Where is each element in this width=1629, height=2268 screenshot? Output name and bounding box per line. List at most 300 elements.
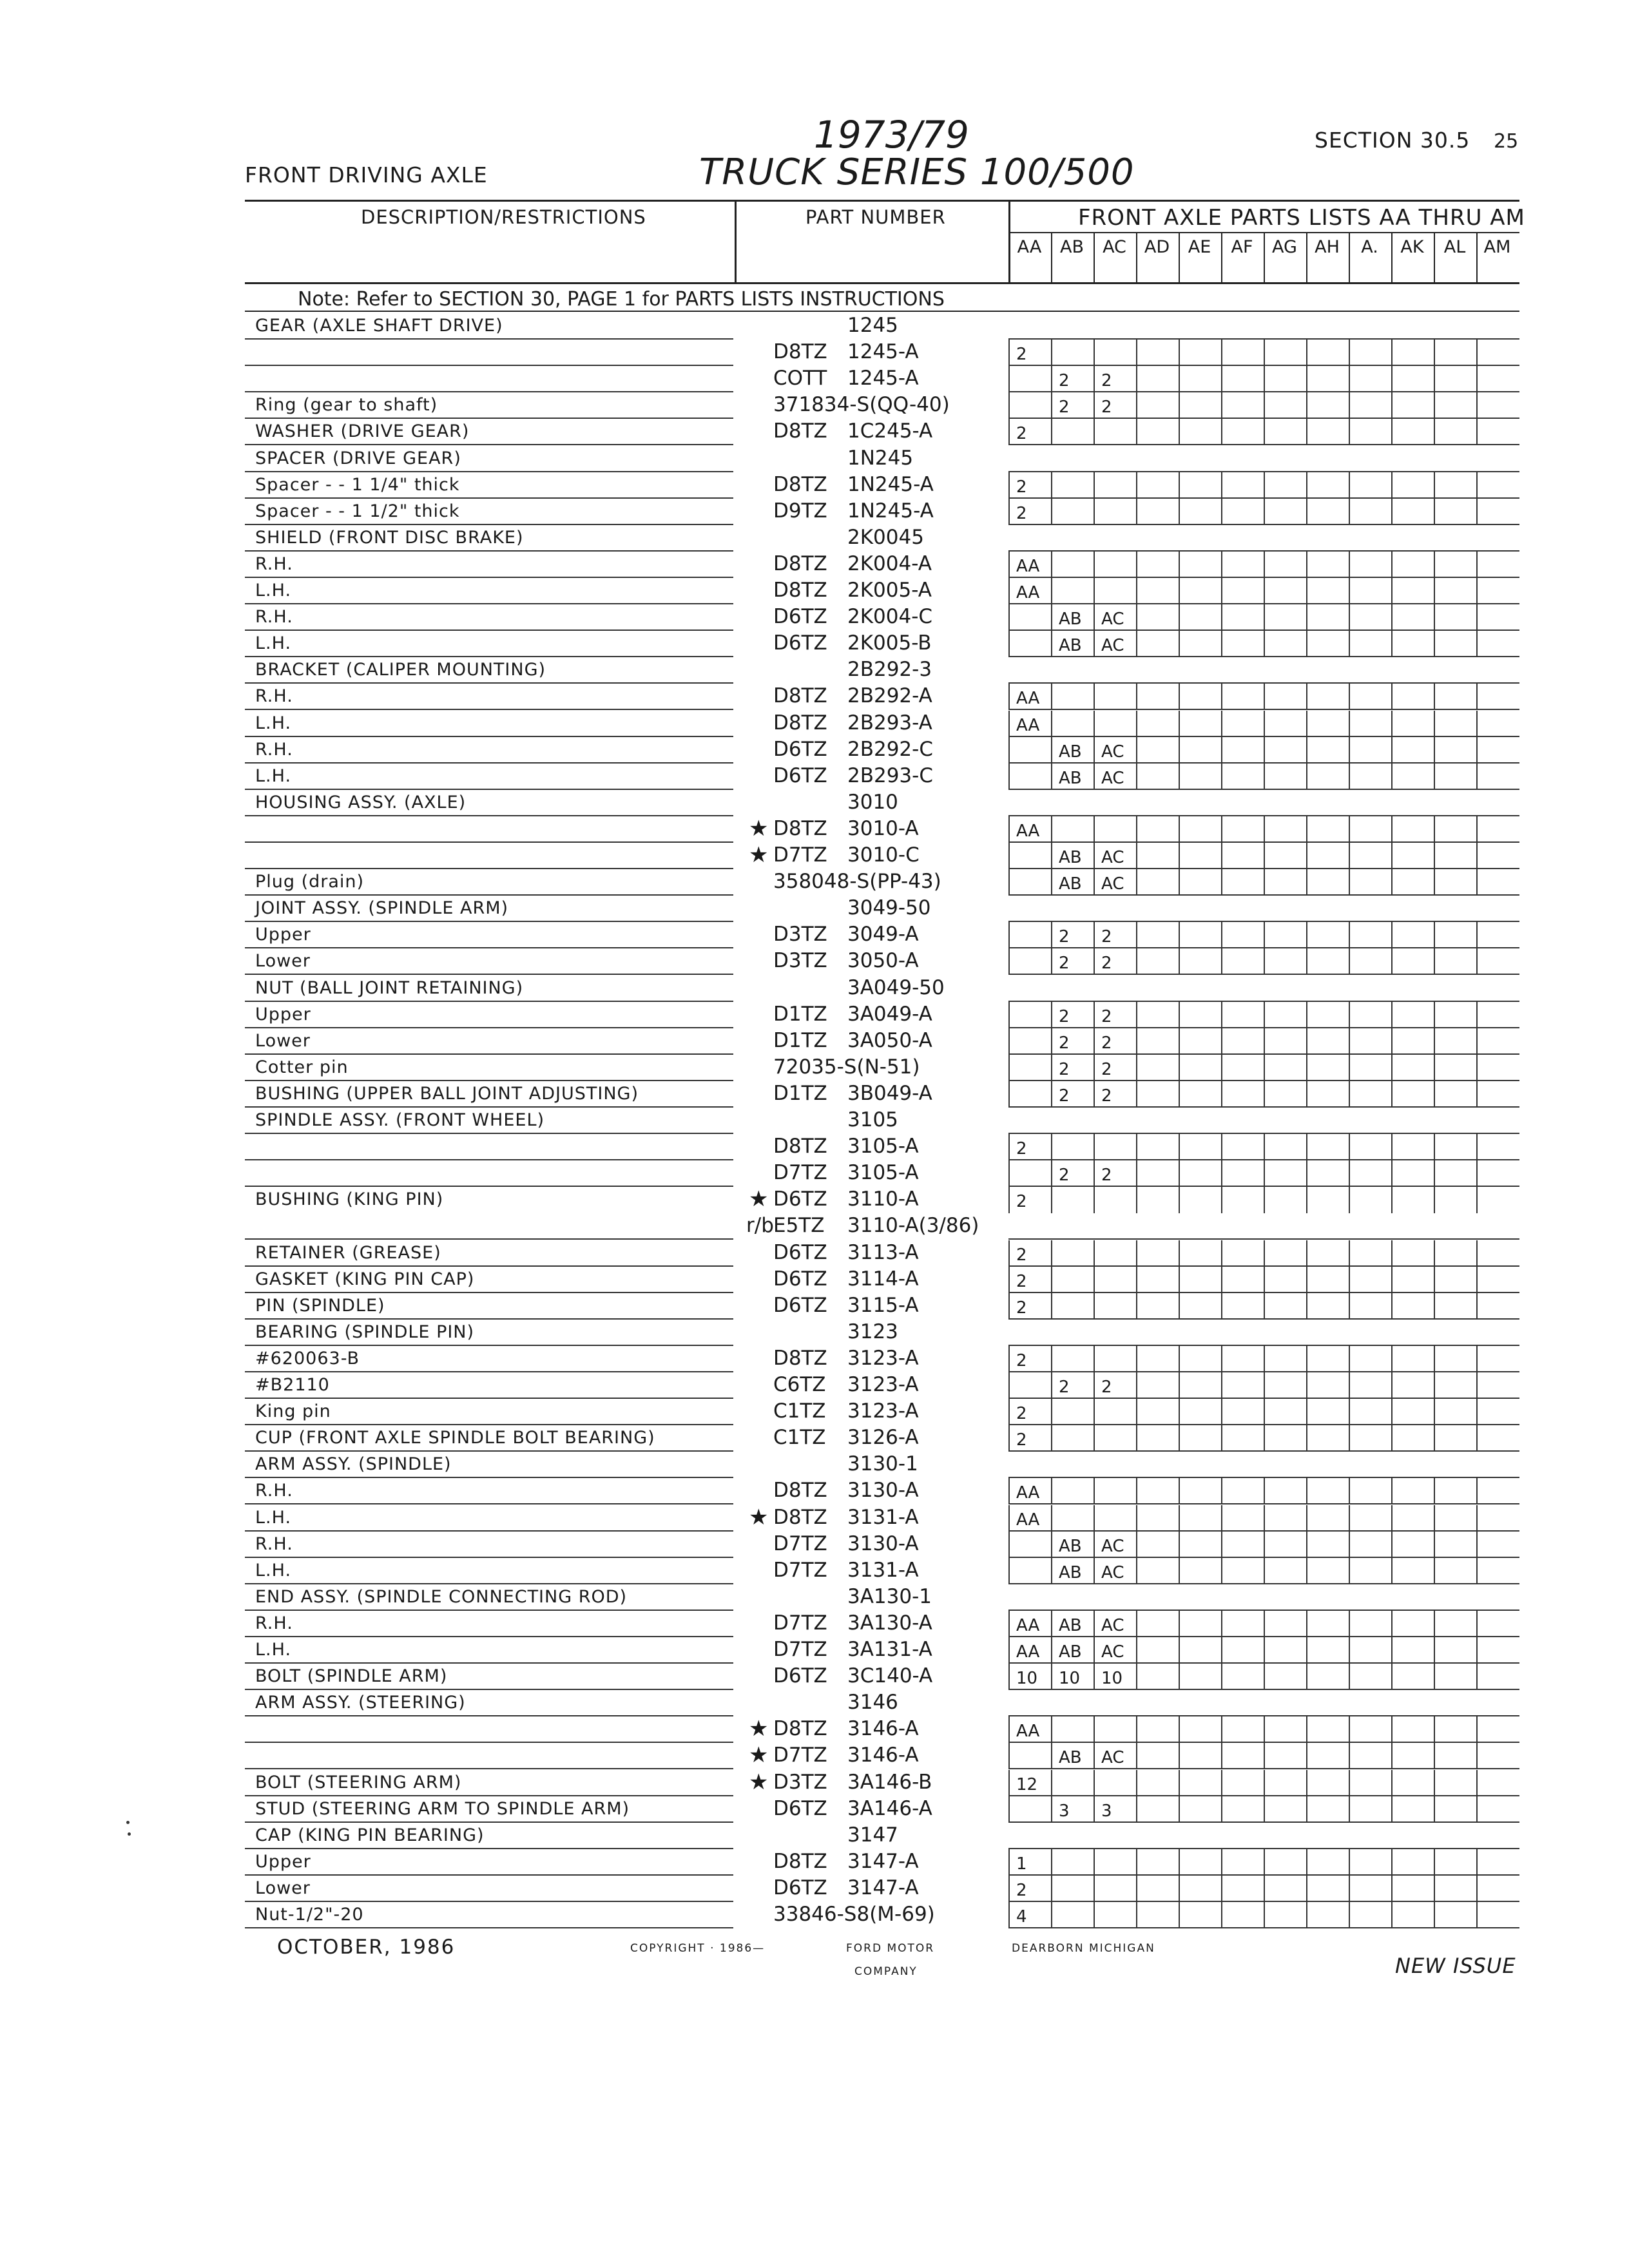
axle-cell xyxy=(1264,1716,1306,1743)
axle-cell: 2 xyxy=(1008,340,1050,366)
axle-cell xyxy=(1136,1425,1178,1452)
axle-cell: 2 xyxy=(1094,392,1135,419)
axle-cell xyxy=(1179,1611,1220,1637)
table-row xyxy=(0,392,1629,419)
part-prefix: D8TZ xyxy=(773,472,827,496)
axle-cell xyxy=(1391,1796,1433,1823)
axle-cell xyxy=(1179,711,1220,737)
axle-cell xyxy=(1306,1187,1348,1213)
part-prefix: D8TZ xyxy=(773,1505,827,1529)
axle-cell xyxy=(1094,419,1135,445)
axle-cell xyxy=(1434,1399,1476,1425)
axle-cell xyxy=(1221,552,1263,578)
part-suffix: 3131-A xyxy=(847,1558,919,1582)
table-row xyxy=(0,1823,1629,1849)
axle-cell xyxy=(1221,948,1263,975)
axle-cell xyxy=(1179,472,1220,499)
axle-cell: 2 xyxy=(1094,1160,1135,1187)
axle-cell xyxy=(1349,1160,1391,1187)
axle-cell xyxy=(1434,340,1476,366)
axle-cell xyxy=(1179,1081,1220,1108)
axle-cell xyxy=(1221,392,1263,419)
axle-cells xyxy=(1008,1637,1519,1664)
axle-cell xyxy=(1136,1849,1178,1876)
axle-cell xyxy=(1008,922,1050,948)
axle-cell: 10 xyxy=(1094,1664,1135,1690)
axle-cells xyxy=(1008,1664,1519,1690)
part-description: L.H. xyxy=(255,581,292,601)
axle-cell xyxy=(1476,711,1518,737)
part-description: NUT (BALL JOINT RETAINING) xyxy=(255,977,524,998)
axle-cell xyxy=(1349,1134,1391,1160)
axle-cell xyxy=(1434,631,1476,657)
axle-cell xyxy=(1264,1796,1306,1823)
axle-cell xyxy=(1264,1293,1306,1320)
axle-cell xyxy=(1264,1478,1306,1504)
axle-cell xyxy=(1051,1478,1093,1504)
axle-cell xyxy=(1179,869,1220,896)
axle-cell xyxy=(1349,1637,1391,1664)
axle-cell xyxy=(1391,1267,1433,1293)
part-prefix: D1TZ xyxy=(773,1002,827,1026)
table-row xyxy=(0,1213,1629,1240)
axle-cell xyxy=(1349,922,1391,948)
basic-part-number: 2K0045 xyxy=(847,525,924,549)
axle-cell: AA xyxy=(1008,1478,1050,1504)
axle-cell xyxy=(1136,1664,1178,1690)
axle-cell xyxy=(1306,604,1348,631)
axle-cell xyxy=(1391,1611,1433,1637)
axle-cell xyxy=(1391,764,1433,790)
axle-cell xyxy=(1391,816,1433,843)
axle-cell xyxy=(1434,764,1476,790)
axle-cell xyxy=(1434,922,1476,948)
axle-cells xyxy=(1008,1902,1519,1928)
axle-cell: 2 xyxy=(1051,1372,1093,1399)
axle-header-divider xyxy=(1221,232,1222,282)
table-row xyxy=(0,737,1629,764)
part-suffix: 3123-A xyxy=(847,1399,919,1423)
axle-cell xyxy=(1476,869,1518,896)
row-rule-right xyxy=(1008,1927,1519,1928)
axle-cell xyxy=(1391,737,1433,764)
axle-cell xyxy=(1136,419,1178,445)
axle-cell: 2 xyxy=(1051,1081,1093,1108)
axle-cell xyxy=(1476,1187,1518,1213)
axle-cell xyxy=(1136,366,1178,392)
axle-cell xyxy=(1221,843,1263,869)
axle-cell xyxy=(1391,1293,1433,1320)
axle-cell: AB xyxy=(1051,843,1093,869)
axle-cell xyxy=(1008,737,1050,764)
axle-cell: AB xyxy=(1051,764,1093,790)
axle-cell xyxy=(1264,578,1306,604)
axle-cell xyxy=(1179,1876,1220,1902)
axle-cell: AC xyxy=(1094,1532,1135,1558)
axle-cell xyxy=(1221,366,1263,392)
axle-cell xyxy=(1306,1796,1348,1823)
axle-cell xyxy=(1136,1240,1178,1267)
axle-cell xyxy=(1476,1902,1518,1928)
axle-cell xyxy=(1008,1372,1050,1399)
axle-cell xyxy=(1476,552,1518,578)
axle-cell xyxy=(1306,1505,1348,1532)
axle-cell: 2 xyxy=(1008,1399,1050,1425)
axle-cell: AB xyxy=(1051,631,1093,657)
table-row xyxy=(0,1478,1629,1504)
table-row xyxy=(0,366,1629,392)
table-row xyxy=(0,1187,1629,1213)
axle-cell xyxy=(1476,578,1518,604)
axle-cell xyxy=(1008,631,1050,657)
axle-cell xyxy=(1094,1505,1135,1532)
axle-cell xyxy=(1306,764,1348,790)
axle-cell xyxy=(1476,1346,1518,1372)
axle-header-divider xyxy=(1349,232,1350,282)
table-row xyxy=(0,711,1629,737)
axle-cell xyxy=(1179,1770,1220,1796)
axle-cell xyxy=(1349,1558,1391,1584)
axle-cell xyxy=(1221,631,1263,657)
axle-cell xyxy=(1391,419,1433,445)
axle-cell xyxy=(1476,843,1518,869)
table-row xyxy=(0,1399,1629,1425)
table-row xyxy=(0,1690,1629,1716)
part-description: Spacer - - 1 1/2" thick xyxy=(255,501,460,521)
part-suffix: 2B292-A xyxy=(847,684,932,708)
axle-cell: AC xyxy=(1094,764,1135,790)
table-row xyxy=(0,419,1629,445)
axle-cell: 3 xyxy=(1094,1796,1135,1823)
axle-cells xyxy=(1008,922,1519,948)
part-prefix: D6TZ xyxy=(773,605,827,629)
axle-cell: AB xyxy=(1051,869,1093,896)
axle-cell xyxy=(1221,684,1263,710)
axle-cell xyxy=(1136,392,1178,419)
part-suffix: 3C140-A xyxy=(847,1664,933,1688)
axle-cell: 1 xyxy=(1008,1849,1050,1876)
axle-cell xyxy=(1306,1637,1348,1664)
axle-cell: AC xyxy=(1094,843,1135,869)
axle-cell: 2 xyxy=(1094,1055,1135,1081)
axle-cell xyxy=(1179,499,1220,525)
axle-cell: 2 xyxy=(1094,366,1135,392)
axle-cells xyxy=(1008,1611,1519,1637)
axle-cells xyxy=(1008,1743,1519,1769)
axle-cell xyxy=(1306,1902,1348,1928)
axle-cell xyxy=(1476,1770,1518,1796)
axle-cell xyxy=(1264,1081,1306,1108)
part-description: R.H. xyxy=(255,1481,293,1501)
axle-cell xyxy=(1434,1346,1476,1372)
table-row xyxy=(0,684,1629,710)
axle-cell xyxy=(1306,1770,1348,1796)
axle-cell xyxy=(1179,1134,1220,1160)
axle-cell xyxy=(1264,922,1306,948)
axle-cell xyxy=(1349,1664,1391,1690)
axle-cell xyxy=(1221,1532,1263,1558)
axle-list-header: AF xyxy=(1231,237,1253,257)
axle-cell: 2 xyxy=(1008,499,1050,525)
axle-cell xyxy=(1094,499,1135,525)
part-suffix: 3A131-A xyxy=(847,1638,932,1661)
axle-cell xyxy=(1136,1293,1178,1320)
axle-cell xyxy=(1264,684,1306,710)
axle-cell xyxy=(1264,1160,1306,1187)
axle-cell xyxy=(1221,1346,1263,1372)
part-description: L.H. xyxy=(255,1507,292,1528)
axle-cell xyxy=(1349,1478,1391,1504)
axle-cell xyxy=(1434,737,1476,764)
part-prefix: D7TZ xyxy=(773,1611,827,1635)
axle-header-divider xyxy=(1179,232,1180,282)
axle-cell xyxy=(1179,392,1220,419)
part-description: SPINDLE ASSY. (FRONT WHEEL) xyxy=(255,1110,545,1130)
part-suffix: 3114-A xyxy=(847,1267,919,1291)
table-row xyxy=(0,446,1629,472)
axle-cell xyxy=(1306,1293,1348,1320)
axle-header-divider xyxy=(1391,232,1393,282)
axle-cell xyxy=(1179,1055,1220,1081)
axle-list-header: AH xyxy=(1315,237,1340,257)
part-prefix: D1TZ xyxy=(773,1028,827,1052)
axle-cell xyxy=(1306,948,1348,975)
axle-cell xyxy=(1179,922,1220,948)
axle-cell xyxy=(1051,552,1093,578)
axle-cell xyxy=(1221,1876,1263,1902)
axle-cell xyxy=(1349,604,1391,631)
axle-cell xyxy=(1008,1796,1050,1823)
axle-cell xyxy=(1349,1081,1391,1108)
axle-cell xyxy=(1221,1902,1263,1928)
axle-cell xyxy=(1434,1637,1476,1664)
axle-cells xyxy=(1008,684,1519,710)
axle-cell xyxy=(1349,1425,1391,1452)
part-description: GASKET (KING PIN CAP) xyxy=(255,1269,475,1289)
axle-cell xyxy=(1391,1664,1433,1690)
axle-cell xyxy=(1051,1716,1093,1743)
part-prefix: C6TZ xyxy=(773,1373,826,1396)
margin-mark xyxy=(126,1821,130,1824)
part-prefix: D8TZ xyxy=(773,419,827,443)
axle-cell xyxy=(1476,1611,1518,1637)
part-suffix: 3B049-A xyxy=(847,1081,932,1105)
axle-cell xyxy=(1306,366,1348,392)
axle-cell xyxy=(1094,472,1135,499)
axle-cell: AA xyxy=(1008,578,1050,604)
part-suffix: 1C245-A xyxy=(847,419,933,443)
table-row xyxy=(0,764,1629,790)
model-years: 1973/79 xyxy=(814,113,969,157)
table-row xyxy=(0,843,1629,869)
part-prefix: D8TZ xyxy=(773,1135,827,1158)
part-suffix: 3A146-B xyxy=(847,1770,932,1794)
axle-cell xyxy=(1434,1425,1476,1452)
axle-list-header: AB xyxy=(1060,237,1084,257)
axle-cell xyxy=(1136,1346,1178,1372)
axle-cell: 2 xyxy=(1051,1002,1093,1028)
axle-cell: AB xyxy=(1051,1743,1093,1769)
part-suffix: 1N245-A xyxy=(847,472,934,496)
axle-list-header: AG xyxy=(1272,237,1297,257)
part-description: Lower xyxy=(255,1878,311,1898)
axle-list-header: AE xyxy=(1188,237,1211,257)
axle-cell xyxy=(1136,631,1178,657)
axle-cell xyxy=(1008,843,1050,869)
axle-cell xyxy=(1264,604,1306,631)
axle-header-divider xyxy=(1476,232,1478,282)
axle-cell xyxy=(1306,1346,1348,1372)
axle-cell xyxy=(1306,1372,1348,1399)
axle-cell xyxy=(1349,472,1391,499)
axle-cell xyxy=(1051,1425,1093,1452)
axle-cell xyxy=(1136,1372,1178,1399)
axle-cell xyxy=(1391,1558,1433,1584)
axle-cell xyxy=(1306,340,1348,366)
margin-mark xyxy=(128,1832,131,1836)
axle-cell xyxy=(1476,472,1518,499)
axle-cell xyxy=(1221,1081,1263,1108)
axle-cell: AA xyxy=(1008,816,1050,843)
basic-part-number: 3146 xyxy=(847,1691,898,1715)
axle-cell: 2 xyxy=(1051,922,1093,948)
axle-cell xyxy=(1136,1055,1178,1081)
part-suffix: 3130-A xyxy=(847,1479,919,1503)
part-prefix: D6TZ xyxy=(773,1664,827,1688)
axle-cell xyxy=(1136,1796,1178,1823)
axle-cell xyxy=(1306,1240,1348,1267)
company-name-line1: FORD MOTOR xyxy=(846,1942,935,1955)
axle-cell xyxy=(1136,1399,1178,1425)
star-icon: ★ xyxy=(749,815,769,841)
part-suffix: 2B293-C xyxy=(847,764,933,787)
row-rule xyxy=(245,1927,733,1928)
axle-cell: AB xyxy=(1051,737,1093,764)
axle-cell xyxy=(1051,1346,1093,1372)
axle-cell xyxy=(1221,1293,1263,1320)
basic-part-number: 1245 xyxy=(847,314,898,337)
axle-cell: 2 xyxy=(1094,948,1135,975)
axle-cells xyxy=(1008,1796,1519,1823)
axle-cell xyxy=(1008,869,1050,896)
axle-cell xyxy=(1136,948,1178,975)
section-subject: FRONT DRIVING AXLE xyxy=(245,162,488,187)
axle-cell xyxy=(1391,1081,1433,1108)
axle-cell xyxy=(1008,764,1050,790)
part-description: Upper xyxy=(255,1004,311,1024)
part-description: Lower xyxy=(255,951,311,972)
axle-cells xyxy=(1008,711,1519,737)
axle-cell xyxy=(1434,1532,1476,1558)
part-prefix: D6TZ xyxy=(773,1187,827,1211)
axle-cell xyxy=(1051,684,1093,710)
axle-cell xyxy=(1221,1187,1263,1213)
axle-cell xyxy=(1221,1267,1263,1293)
part-prefix: D6TZ xyxy=(773,1267,827,1291)
axle-cell xyxy=(1391,1505,1433,1532)
axle-cell xyxy=(1264,340,1306,366)
part-suffix: 3115-A xyxy=(847,1293,919,1317)
part-suffix: 3146-A xyxy=(847,1717,919,1741)
table-row xyxy=(0,1716,1629,1743)
axle-cell xyxy=(1264,1532,1306,1558)
axle-cell xyxy=(1179,816,1220,843)
star-icon: ★ xyxy=(749,1504,769,1530)
axle-cells xyxy=(1008,1505,1519,1532)
axle-list-header: AL xyxy=(1443,237,1466,257)
axle-cell xyxy=(1306,578,1348,604)
axle-cell xyxy=(1476,392,1518,419)
axle-cells xyxy=(1008,1876,1519,1902)
axle-cell xyxy=(1179,843,1220,869)
part-prefix: D7TZ xyxy=(773,1558,827,1582)
table-row xyxy=(0,1637,1629,1664)
axle-cell: 2 xyxy=(1008,419,1050,445)
part-prefix: C1TZ xyxy=(773,1399,826,1423)
axle-cell xyxy=(1391,1002,1433,1028)
axle-cells xyxy=(1008,552,1519,578)
axle-cell xyxy=(1179,1505,1220,1532)
axle-cell xyxy=(1391,1532,1433,1558)
axle-cells xyxy=(1008,1002,1519,1028)
axle-cells xyxy=(1008,1055,1519,1081)
part-description: STUD (STEERING ARM TO SPINDLE ARM) xyxy=(255,1798,630,1819)
axle-cell xyxy=(1476,1055,1518,1081)
axle-cell: 2 xyxy=(1051,1028,1093,1055)
axle-cells xyxy=(1008,1267,1519,1293)
part-prefix: D6TZ xyxy=(773,764,827,787)
column-header-part-number: PART NUMBER xyxy=(805,206,946,228)
axle-cell xyxy=(1476,948,1518,975)
axle-cell xyxy=(1434,552,1476,578)
axle-cell xyxy=(1434,419,1476,445)
axle-list-header: AD xyxy=(1144,237,1170,257)
axle-cell xyxy=(1136,1637,1178,1664)
axle-cell xyxy=(1179,1187,1220,1213)
axle-cell xyxy=(1349,684,1391,710)
axle-cell xyxy=(1391,948,1433,975)
axle-cells xyxy=(1008,1160,1519,1187)
axle-cells xyxy=(1008,1478,1519,1504)
axle-cell xyxy=(1434,366,1476,392)
axle-list-header: A. xyxy=(1361,237,1378,257)
axle-cell xyxy=(1221,1505,1263,1532)
part-prefix: D9TZ xyxy=(773,499,827,523)
axle-cell xyxy=(1391,711,1433,737)
axle-cell xyxy=(1136,1532,1178,1558)
axle-cell xyxy=(1051,472,1093,499)
part-suffix: 3130-A xyxy=(847,1532,919,1555)
axle-cell xyxy=(1179,578,1220,604)
part-suffix: 3110-A xyxy=(847,1187,919,1211)
axle-cell xyxy=(1094,816,1135,843)
axle-cell xyxy=(1221,1160,1263,1187)
axle-cell xyxy=(1349,1187,1391,1213)
table-row xyxy=(0,1240,1629,1267)
axle-header-divider xyxy=(1051,232,1052,282)
axle-cell xyxy=(1434,499,1476,525)
axle-cell xyxy=(1094,1134,1135,1160)
axle-cell xyxy=(1476,1796,1518,1823)
axle-cell xyxy=(1221,816,1263,843)
axle-cell: AC xyxy=(1094,604,1135,631)
axle-cell xyxy=(1391,684,1433,710)
axle-cell xyxy=(1476,1558,1518,1584)
basic-part-number: 2B292-3 xyxy=(847,658,932,682)
axle-cell: 2 xyxy=(1051,366,1093,392)
axle-cell xyxy=(1434,1770,1476,1796)
axle-cell xyxy=(1179,1240,1220,1267)
